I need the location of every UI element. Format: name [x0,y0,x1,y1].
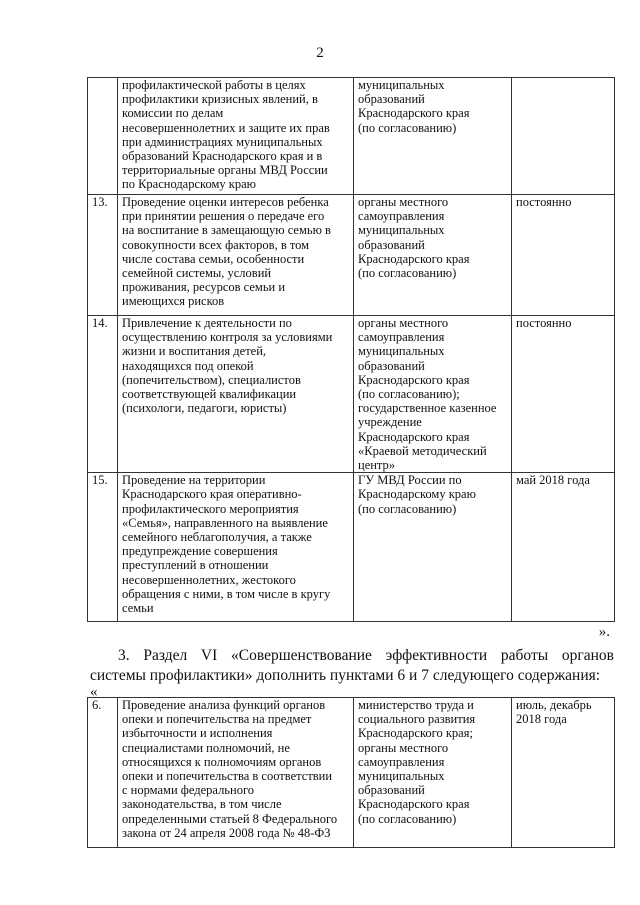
responsible-parties-line: образований [358,783,425,798]
responsible-parties-line: самоуправления [358,209,445,224]
responsible-parties-line: Краснодарского края [358,429,470,444]
responsible-parties-line: учреждение [358,415,422,430]
responsible-parties [354,698,512,848]
deadline [512,78,615,195]
paragraph-line-2: системы профилактики» дополнить пунктами 6 и 7 следующего содержания: [90,667,601,684]
table-row [88,78,615,195]
measure-description-line: профилактического мероприятия [122,501,299,516]
measure-description-line: по Краснодарскому краю [122,177,256,192]
measure-description-line: специалистами полномочий, не [122,740,290,755]
measure-description-line: при принятии решения о передаче его [122,209,325,224]
responsible-parties-line: Краснодарского края; [358,726,473,741]
deadline [512,195,615,316]
measure-description-line: опеки и попечительства на предмет [122,712,312,727]
deadline [512,473,615,622]
opening-quote: « [90,684,98,700]
measure-description-line: семейного неблагополучия, а также [122,530,312,545]
measure-description-line: территориальные органы МВД России [122,163,328,178]
responsible-parties-line: ГУ МВД России по [358,473,462,488]
deadline-line: июль, декабрь [516,698,592,712]
responsible-parties-line: Краснодарского края [358,797,470,812]
measure-description-line: осуществлению контроля за условиями [122,330,333,345]
measure-description-line: на воспитание в замещающую семью в [122,223,331,238]
measure-description-line: с нормами федерального [122,783,255,798]
measure-description-line: совокупности всех факторов, в том [122,237,310,252]
measures-table-continued [87,77,615,622]
measure-description-line: профилактической работы в целях [122,78,306,92]
measure-description-line: Краснодарского края оперативно- [122,487,302,502]
measure-description-line: проживания, ресурсов семьи и [122,280,286,295]
closing-quote: ». [598,624,610,640]
responsible-parties-line: самоуправления [358,754,445,769]
table-row [88,316,615,473]
measure-description-line: соответствующей квалификации [122,387,297,402]
measure-description-line: образований Краснодарского края и в [122,149,323,164]
measure-description-line: жизни и воспитания детей, [122,344,267,359]
measure-description-line: преступлений в отношении [122,558,269,573]
deadline-line: май 2018 года [516,473,590,488]
row-number [88,473,118,622]
responsible-parties-line: органы местного [358,195,449,209]
measure-description [118,78,354,195]
responsible-parties [354,78,512,195]
measure-description [118,195,354,316]
responsible-parties-line: Краснодарскому краю [358,487,476,502]
responsible-parties-line: «Краевой методический [358,443,487,458]
measure-description-line: семьи [122,601,154,616]
responsible-parties-line: муниципальных [358,78,445,92]
deadline-line: постоянно [516,195,572,209]
measure-description-line: (попечительством), специалистов [122,372,301,387]
row-number [88,78,118,195]
measure-description-line: опеки и попечительства в соответствии [122,769,333,784]
responsible-parties [354,316,512,473]
responsible-parties-line: органы местного [358,740,449,755]
new-measures-table [87,697,615,848]
deadline [512,316,615,473]
measure-description-line: числе состава семьи, особенности [122,251,305,266]
row-number [88,698,118,848]
responsible-parties-line: образований [358,92,425,107]
table-row [88,698,615,848]
responsible-parties-line: образований [358,237,425,252]
responsible-parties-line: министерство труда и [358,698,474,712]
responsible-parties-line: (по согласованию) [358,501,457,516]
responsible-parties [354,473,512,622]
responsible-parties [354,195,512,316]
amendment-paragraph [90,646,614,686]
measure-description-line: (психологи, педагоги, юристы) [122,401,287,416]
measure-description-line: законодательства, в том числе [122,797,282,812]
deadline-line: 2018 года [516,712,567,727]
measure-description-line: несовершеннолетних, жестокого [122,572,296,587]
row-number [88,316,118,473]
responsible-parties-line: (по согласованию) [358,266,457,281]
deadline [512,698,615,848]
responsible-parties-line: центр» [358,458,396,473]
deadline-line: постоянно [516,316,572,330]
responsible-parties-line: муниципальных [358,344,445,359]
row-number-line: 15. [92,473,108,488]
measure-description-line: определенными статьей 8 Федерального [122,811,338,826]
row-number-line: 13. [92,195,108,209]
responsible-parties-line: Краснодарского края [358,106,470,121]
responsible-parties-line: самоуправления [358,330,445,345]
measure-description-line: Привлечение к деятельности по [122,316,292,330]
responsible-parties-line: социального развития [358,712,476,727]
responsible-parties-line: (по согласованию) [358,120,457,135]
measure-description-line: при администрациях муниципальных [122,134,323,149]
responsible-parties-line: органы местного [358,316,449,330]
measure-description-line: комиссии по делам [122,106,224,121]
measure-description [118,316,354,473]
measure-description-line: имеющихся рисков [122,294,225,309]
measure-description [118,473,354,622]
measure-description-line: Проведение анализа функций органов [122,698,326,712]
measure-description-line: закона от 24 апреля 2008 года № 48-ФЗ [122,825,331,840]
paragraph-line-1: 3. Раздел VI «Совершенствование эффективности работы органов [118,647,614,664]
measure-description-line: профилактики кризисных явлений, в [122,92,318,107]
measure-description-line: семейной системы, условий [122,266,272,281]
responsible-parties-line: (по согласованию) [358,811,457,826]
measure-description-line: обращения с ними, в том числе в кругу [122,586,331,601]
row-number [88,195,118,316]
measure-description-line: избыточности и исполнения [122,726,273,741]
responsible-parties-line: Краснодарского края [358,372,470,387]
table-row [88,473,615,622]
measure-description [118,698,354,848]
responsible-parties-line: муниципальных [358,769,445,784]
measure-description-line: «Семья», направленного на выявление [122,515,328,530]
responsible-parties-line: государственное казенное [358,401,497,416]
row-number-line: 6. [92,698,102,712]
table-row [88,195,615,316]
measure-description-line: предупреждение совершения [122,544,278,559]
responsible-parties-line: муниципальных [358,223,445,238]
page-number: 2 [316,45,324,61]
responsible-parties-line: образований [358,358,425,373]
responsible-parties-line: Краснодарского края [358,251,470,266]
measure-description-line: несовершеннолетних и защите их прав [122,120,330,135]
measure-description-line: находящихся под опекой [122,358,254,373]
measure-description-line: Проведение оценки интересов ребенка [122,195,329,209]
measure-description-line: Проведение на территории [122,473,266,488]
responsible-parties-line: (по согласованию); [358,387,460,402]
row-number-line: 14. [92,316,108,330]
measure-description-line: относящихся к полномочиям органов [122,754,322,769]
